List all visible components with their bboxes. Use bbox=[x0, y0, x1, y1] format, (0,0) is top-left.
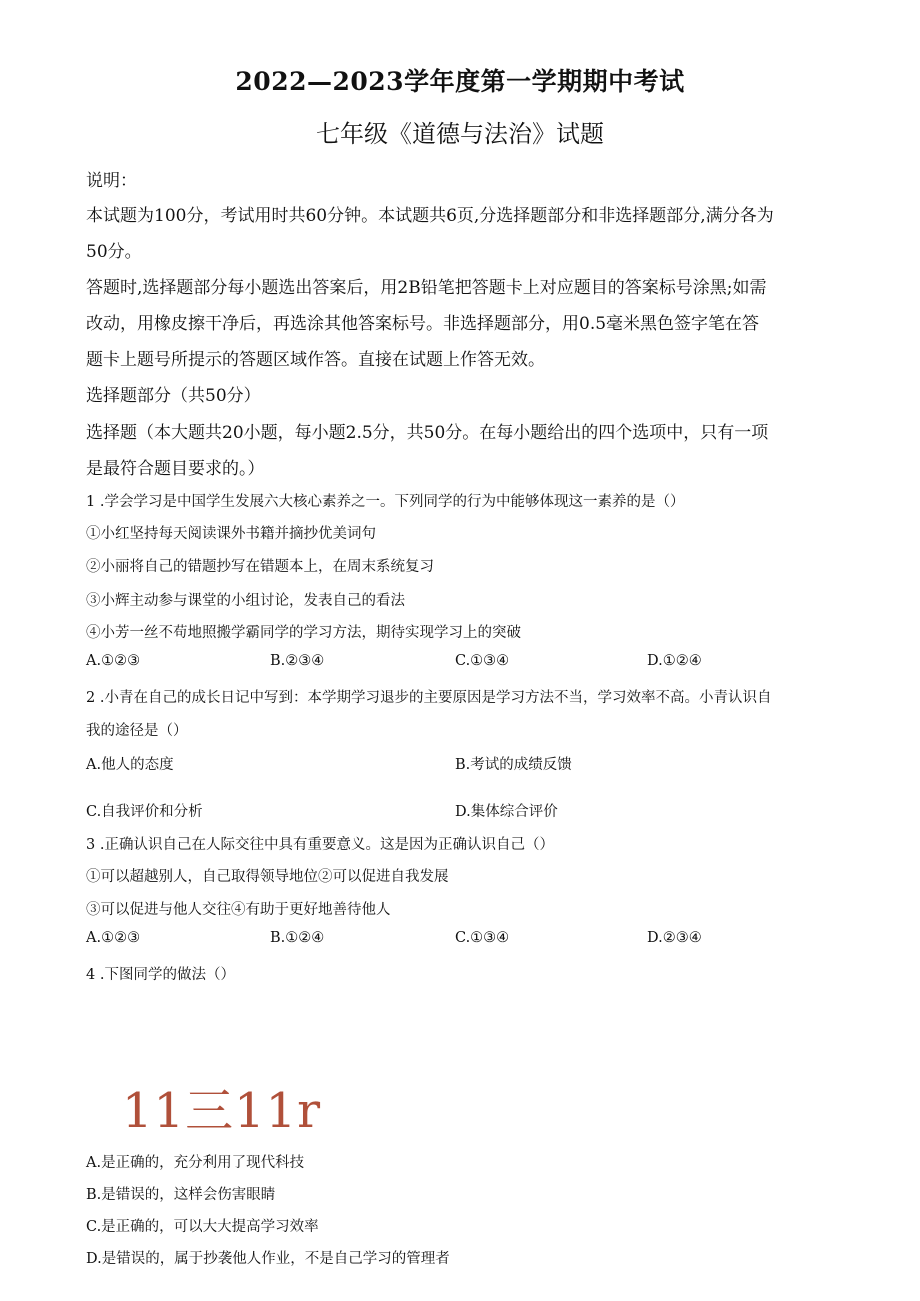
q2-stem-1: 2 .小青在自己的成长日记中写到：本学期学习退步的主要原因是学习方法不当，学习效率不高。小青认识自 bbox=[86, 690, 772, 706]
q1-item-2: ②小丽将自己的错题抄写在错题本上，在周末系统复习 bbox=[86, 559, 434, 575]
q1-item-3: ③小辉主动参与课堂的小组讨论，发表自己的看法 bbox=[86, 593, 405, 609]
instructions-line-4: 改动，用橡皮擦干净后，再选涂其他答案标号。非选择题部分，用0.5毫米黑色签字笔在答 bbox=[86, 314, 760, 334]
section-description-1: 选择题（本大题共20小题，每小题2.5分，共50分。在每小题给出的四个选项中，只有一项 bbox=[86, 423, 769, 443]
q3-option-b: B.①②④ bbox=[270, 930, 325, 946]
instructions-line-3: 答题时,选择题部分每小题选出答案后，用2B铅笔把答题卡上对应题目的答案标号涂黑;如需 bbox=[86, 278, 767, 298]
q3-stem: 3 .正确认识自己在人际交往中具有重要意义。这是因为正确认识自己（） bbox=[86, 837, 554, 853]
q1-option-b: B.②③④ bbox=[270, 653, 325, 669]
q3-option-c: C.①③④ bbox=[455, 930, 510, 946]
q2-option-c: C.自我评价和分析 bbox=[86, 804, 203, 820]
q4-option-c: C.是正确的，可以大大提高学习效率 bbox=[86, 1219, 319, 1235]
q1-option-a: A.①②③ bbox=[86, 653, 141, 669]
exam-title: 2022—2023学年度第一学期期中考试 bbox=[235, 67, 685, 96]
q4-option-d: D.是错误的，属于抄袭他人作业，不是自己学习的管理者 bbox=[86, 1251, 450, 1267]
instructions-label: 说明： bbox=[86, 171, 137, 191]
q2-stem-2: 我的途径是（） bbox=[86, 723, 188, 739]
q1-option-d: D.①②④ bbox=[647, 653, 702, 669]
q1-stem: 1 .学会学习是中国学生发展六大核心素养之一。下列同学的行为中能够体现这一素养的是（） bbox=[86, 494, 685, 510]
instructions-line-2: 50分。 bbox=[86, 242, 142, 262]
q4-figure: 11三11r bbox=[122, 1083, 322, 1139]
q4-option-b: B.是错误的，这样会伤害眼睛 bbox=[86, 1187, 276, 1203]
section-description-2: 是最符合题目要求的。） bbox=[86, 459, 265, 479]
q4-stem: 4 .下图同学的做法（） bbox=[86, 967, 235, 983]
instructions-line-1: 本试题为100分，考试用时共60分钟。本试题共6页,分选择题部分和非选择题部分,满分各为 bbox=[86, 206, 774, 226]
q2-option-b: B.考试的成绩反馈 bbox=[455, 757, 572, 773]
exam-subtitle: 七年级《道德与法治》试题 bbox=[316, 120, 604, 148]
q1-item-1: ①小红坚持每天阅读课外书籍并摘抄优美词句 bbox=[86, 526, 376, 542]
q4-option-a: A.是正确的，充分利用了现代科技 bbox=[86, 1155, 305, 1171]
q3-item-1: ①可以超越别人，自己取得领导地位②可以促进自我发展 bbox=[86, 869, 449, 885]
q3-option-a: A.①②③ bbox=[86, 930, 141, 946]
instructions-line-5: 题卡上题号所提示的答题区域作答。直接在试题上作答无效。 bbox=[86, 350, 545, 370]
q1-option-c: C.①③④ bbox=[455, 653, 510, 669]
q3-option-d: D.②③④ bbox=[647, 930, 702, 946]
section-heading: 选择题部分（共50分） bbox=[86, 386, 261, 406]
q2-option-a: A.他人的态度 bbox=[86, 757, 174, 773]
q1-item-4: ④小芳一丝不苟地照搬学霸同学的学习方法，期待实现学习上的突破 bbox=[86, 625, 521, 641]
q3-item-2: ③可以促进与他人交往④有助于更好地善待他人 bbox=[86, 902, 391, 918]
q2-option-d: D.集体综合评价 bbox=[455, 804, 558, 820]
